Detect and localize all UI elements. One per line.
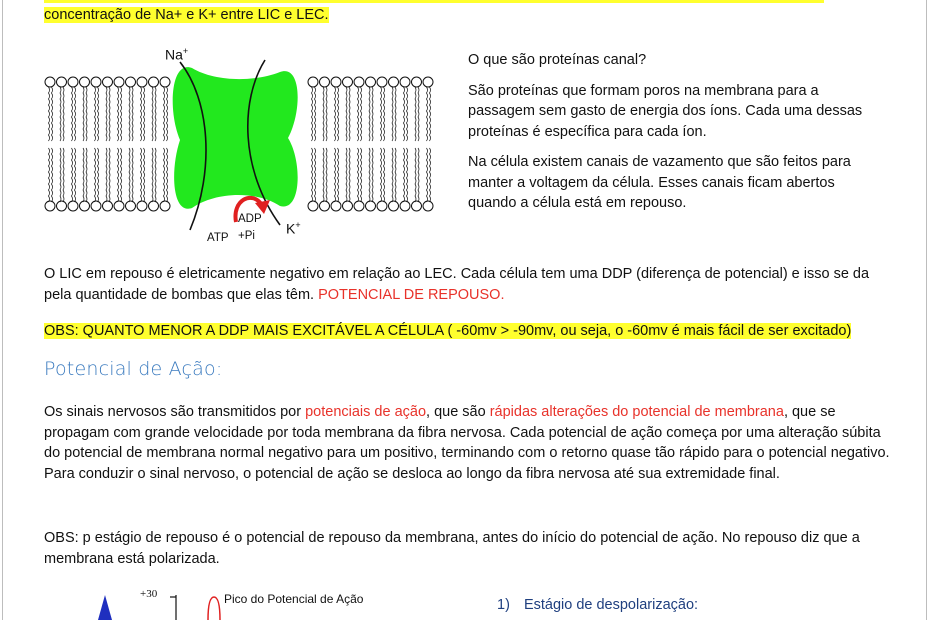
lipid-head (114, 201, 124, 211)
lipid-head (343, 201, 353, 211)
atp-label: ATP (207, 232, 229, 244)
lipid-tail (121, 87, 122, 141)
lipid-head (160, 77, 170, 87)
lipid-head (91, 77, 101, 87)
leak-channels-text: Na célula existem canais de vazamento que são feitos para manter a voltagem da célula. Esses canais ficam abertos quando a célula está em repouso. (468, 154, 851, 211)
lipid-tail (338, 148, 339, 202)
lipid-tail (132, 148, 133, 202)
lipid-tail (323, 148, 324, 202)
lipid-head (400, 77, 410, 87)
lipid-tail (164, 148, 165, 202)
obs-resting-stage: OBS: p estágio de repouso é o potencial de repouso da membrana, antes do início do potencial de ação. No repouso diz que a membrana está polarizada. (44, 530, 860, 567)
lipid-tail (144, 87, 145, 141)
stage-list-item (497, 595, 698, 616)
lipid-tail (326, 87, 327, 141)
lipid-tail (395, 87, 396, 141)
lipid-tail (415, 148, 416, 202)
lipid-tail (407, 148, 408, 202)
lipid-tail (427, 87, 428, 141)
ap-text-3: , que se propagam com grande velocidade por toda membrana da fibra nervosa. Cada potencial de ação começa por uma alteração súbita do potencial de membrana normal negativo para um positivo, terminando com o retorno quase tão rápido para o potencial negativo. Para conduzir o sinal nervoso, o potencial de ação se desloca ao longo da fibra nervosa até sua extremidade final. (44, 404, 890, 482)
lipid-tail (372, 148, 373, 202)
right-column (468, 50, 868, 214)
lipid-tail (121, 148, 122, 202)
lipid-head (308, 77, 318, 87)
lipid-head (57, 77, 67, 87)
lipid-tail (358, 87, 359, 141)
resting-potential-label: POTENCIAL DE REPOUSO. (318, 286, 505, 303)
lipid-tail (167, 148, 168, 202)
lipid-tail (152, 148, 153, 202)
lipid-tail (118, 148, 119, 202)
lipid-tail (361, 87, 362, 141)
lipid-tail (118, 87, 119, 141)
lipid-head (400, 201, 410, 211)
lipid-tail (361, 148, 362, 202)
lipid-tail (404, 87, 405, 141)
red-peak-curve (208, 597, 220, 620)
lipid-head (377, 201, 387, 211)
peak-label: Pico do Potencial de Ação (224, 592, 364, 606)
lipid-head (45, 77, 55, 87)
lipid-tail (144, 148, 145, 202)
na-label (165, 46, 188, 63)
lipid-head (68, 77, 78, 87)
lipid-tail (155, 87, 156, 141)
lipid-tail (323, 87, 324, 141)
lipid-head (366, 201, 376, 211)
lipid-tail (392, 87, 393, 141)
lipid-tail (98, 148, 99, 202)
na-label-text: Na (165, 46, 183, 63)
lipid-tail (315, 87, 316, 141)
lipid-head (377, 77, 387, 87)
lipid-tail (52, 87, 53, 141)
k-label-text: K (286, 220, 296, 237)
lipid-tail (372, 87, 373, 141)
lipid-tail (335, 148, 336, 202)
lipid-tail (152, 87, 153, 141)
k-label-sup: + (295, 220, 301, 230)
lipid-head (320, 77, 330, 87)
lipid-head (423, 201, 433, 211)
lipid-tail (86, 148, 87, 202)
ap-red-1: potenciais de ação (305, 404, 427, 420)
stage-label: Estágio de despolarização: (523, 597, 699, 613)
lipid-tail (109, 148, 110, 202)
lipid-head (137, 201, 147, 211)
channel-protein (173, 67, 298, 209)
na-label-sup: + (182, 46, 189, 56)
lipid-tail (83, 148, 84, 202)
lipid-tail (60, 87, 61, 141)
section-title: Potencial de Ação: (44, 358, 223, 380)
lipid-tail (392, 148, 393, 202)
lipid-tail (129, 87, 130, 141)
lipid-tail (312, 148, 313, 202)
lic-paragraph (44, 264, 894, 305)
obs-ddp-text: OBS: QUANTO MENOR A DDP MAIS EXCITÁVEL A CÉLULA ( -60mv > -90mv, ou seja, o -60mv é mais fácil de ser excitado) (44, 323, 852, 339)
lipid-head (114, 77, 124, 87)
lipid-head (126, 201, 136, 211)
lipid-tail (369, 148, 370, 202)
ap-text-2: , que são (426, 404, 490, 420)
lipid-head (423, 77, 433, 87)
lipid-tail (49, 148, 50, 202)
lipid-head (68, 201, 78, 211)
lipid-head (137, 77, 147, 87)
blue-spike (98, 595, 112, 620)
lipid-tail (430, 87, 431, 141)
stage-number: 1) (497, 597, 510, 613)
lipid-head (126, 77, 136, 87)
lipid-head (91, 201, 101, 211)
lipid-tail (72, 148, 73, 202)
lipid-tail (427, 148, 428, 202)
lipid-head (103, 201, 113, 211)
channel-question: O que são proteínas canal? (468, 52, 647, 68)
lipid-tail (106, 87, 107, 141)
channel-definition: São proteínas que formam poros na membrana para a passagem sem gasto de energia dos íons. Cada uma dessas proteínas é específica para cada íon. (468, 82, 863, 140)
lipid-head (412, 77, 422, 87)
lipid-tail (315, 148, 316, 202)
lipid-tail (106, 148, 107, 202)
lipid-tail (164, 87, 165, 141)
lipid-head (80, 77, 90, 87)
lipid-tail (83, 87, 84, 141)
lipid-tail (72, 87, 73, 141)
lipid-head (331, 77, 341, 87)
lipid-tail (338, 87, 339, 141)
lipid-tail (75, 148, 76, 202)
lipid-tail (349, 148, 350, 202)
ap-red-2: rápidas alterações do potencial de membrana (489, 404, 784, 420)
cut-highlight-strip (44, 0, 824, 3)
adp-label: ADP (238, 213, 262, 225)
lipid-tail (109, 87, 110, 141)
lipid-tail (335, 87, 336, 141)
ap-text-1: Os sinais nervosos são transmitidos por (44, 404, 306, 420)
page-right-edge (926, 0, 927, 620)
lipid-head (149, 201, 159, 211)
lipid-tail (167, 87, 168, 141)
lipid-bilayer-left (45, 77, 170, 211)
lipid-tail (326, 148, 327, 202)
lipid-tail (349, 87, 350, 141)
lipid-tail (415, 87, 416, 141)
lipid-tail (384, 148, 385, 202)
lic-text: O LIC em repouso é eletricamente negativo em relação ao LEC. Cada célula tem uma DDP (diferença de potencial) e isso se da pela quantidade de bombas que elas têm. (44, 266, 870, 303)
lipid-head (149, 77, 159, 87)
lipid-head (389, 201, 399, 211)
lipid-tail (395, 148, 396, 202)
k-label (286, 220, 301, 237)
lipid-tail (141, 87, 142, 141)
lipid-tail (369, 87, 370, 141)
lipid-tail (430, 148, 431, 202)
graph-tick-label: +30 (140, 588, 158, 600)
lipid-tail (86, 87, 87, 141)
lipid-head (45, 201, 55, 211)
lipid-tail (418, 148, 419, 202)
lipid-bilayer-right (308, 77, 433, 211)
lipid-tail (346, 148, 347, 202)
lipid-tail (63, 148, 64, 202)
lipid-head (103, 77, 113, 87)
lipid-tail (95, 148, 96, 202)
lipid-tail (346, 87, 347, 141)
lipid-tail (155, 148, 156, 202)
lipid-head (320, 201, 330, 211)
lipid-head (354, 201, 364, 211)
lipid-tail (49, 87, 50, 141)
lipid-tail (384, 87, 385, 141)
lipid-tail (418, 87, 419, 141)
lipid-head (57, 201, 67, 211)
lipid-head (366, 77, 376, 87)
lipid-tail (52, 148, 53, 202)
lipid-tail (141, 148, 142, 202)
top-highlight-line (44, 5, 329, 26)
lipid-head (343, 77, 353, 87)
lipid-head (160, 201, 170, 211)
lipid-tail (60, 148, 61, 202)
lipid-tail (381, 87, 382, 141)
page-left-edge (2, 0, 3, 620)
lipid-head (308, 201, 318, 211)
lipid-head (354, 77, 364, 87)
lipid-tail (98, 87, 99, 141)
lipid-tail (381, 148, 382, 202)
lipid-tail (358, 148, 359, 202)
lipid-tail (95, 87, 96, 141)
pi-label: +Pi (238, 230, 255, 242)
lipid-tail (129, 148, 130, 202)
lipid-head (389, 77, 399, 87)
action-potential-paragraph (44, 402, 894, 484)
lipid-head (331, 201, 341, 211)
lipid-tail (312, 87, 313, 141)
lipid-head (80, 201, 90, 211)
lipid-tail (63, 87, 64, 141)
lipid-tail (132, 87, 133, 141)
lipid-tail (75, 87, 76, 141)
top-highlight-text: concentração de Na+ e K+ entre LIC e LEC. (44, 7, 329, 23)
lipid-tail (407, 87, 408, 141)
lipid-head (412, 201, 422, 211)
obs-ddp (44, 321, 904, 342)
lipid-tail (404, 148, 405, 202)
